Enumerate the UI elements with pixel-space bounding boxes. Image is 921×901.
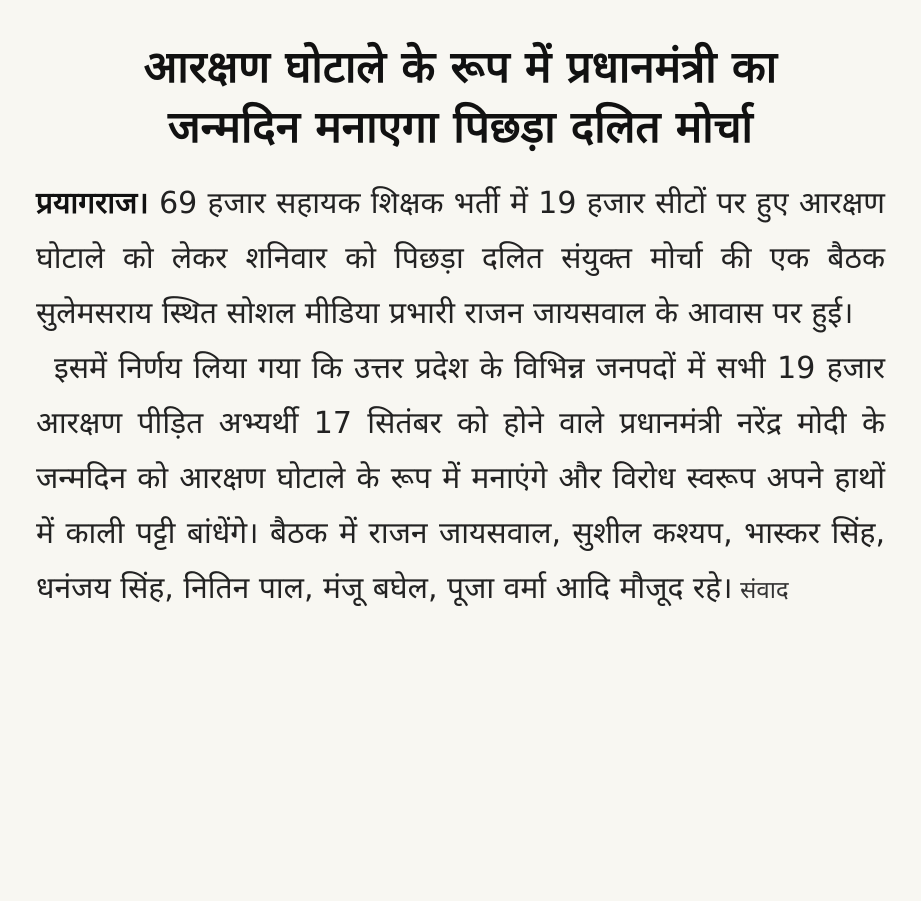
dateline: प्रयागराज। [36, 186, 149, 221]
article-body [36, 176, 885, 618]
byline-credit: संवाद [732, 576, 789, 604]
paragraph-2-text: इसमें निर्णय लिया गया कि उत्तर प्रदेश के विभिन्न जनपदों में सभी 19 हजार आरक्षण पीड़ित अभ्यर्थी 17 सितंबर को होने वाले प्रधानमंत्री नरेंद्र मोदी के जन्मदिन को आरक्षण घोटाले के रूप में मनाएंगे और विरोध स्वरूप अपने हाथों में काली पट्टी बांधेंगे। बैठक में राजन जायसवाल, सुशील कश्यप, भास्कर सिंह, धनंजय सिंह, नितिन पाल, मंजू बघेल, पूजा वर्मा आदि मौजूद रहे। [36, 351, 885, 606]
paragraph-1 [36, 176, 885, 341]
headline [36, 38, 885, 158]
paragraph-1-text: 69 हजार सहायक शिक्षक भर्ती में 19 हजार सीटों पर हुए आरक्षण घोटाले को लेकर शनिवार को पिछड़ा दलित संयुक्त मोर्चा की एक बैठक सुलेमसराय स्थित सोशल मीडिया प्रभारी राजन जायसवाल के आवास पर हुई। [36, 186, 885, 331]
paragraph-2 [36, 341, 885, 618]
headline-line-2: जन्मदिन मनाएगा पिछड़ा दलित मोर्चा [168, 102, 753, 153]
headline-line-1: आरक्षण घोटाले के रूप में प्रधानमंत्री का [143, 42, 778, 93]
